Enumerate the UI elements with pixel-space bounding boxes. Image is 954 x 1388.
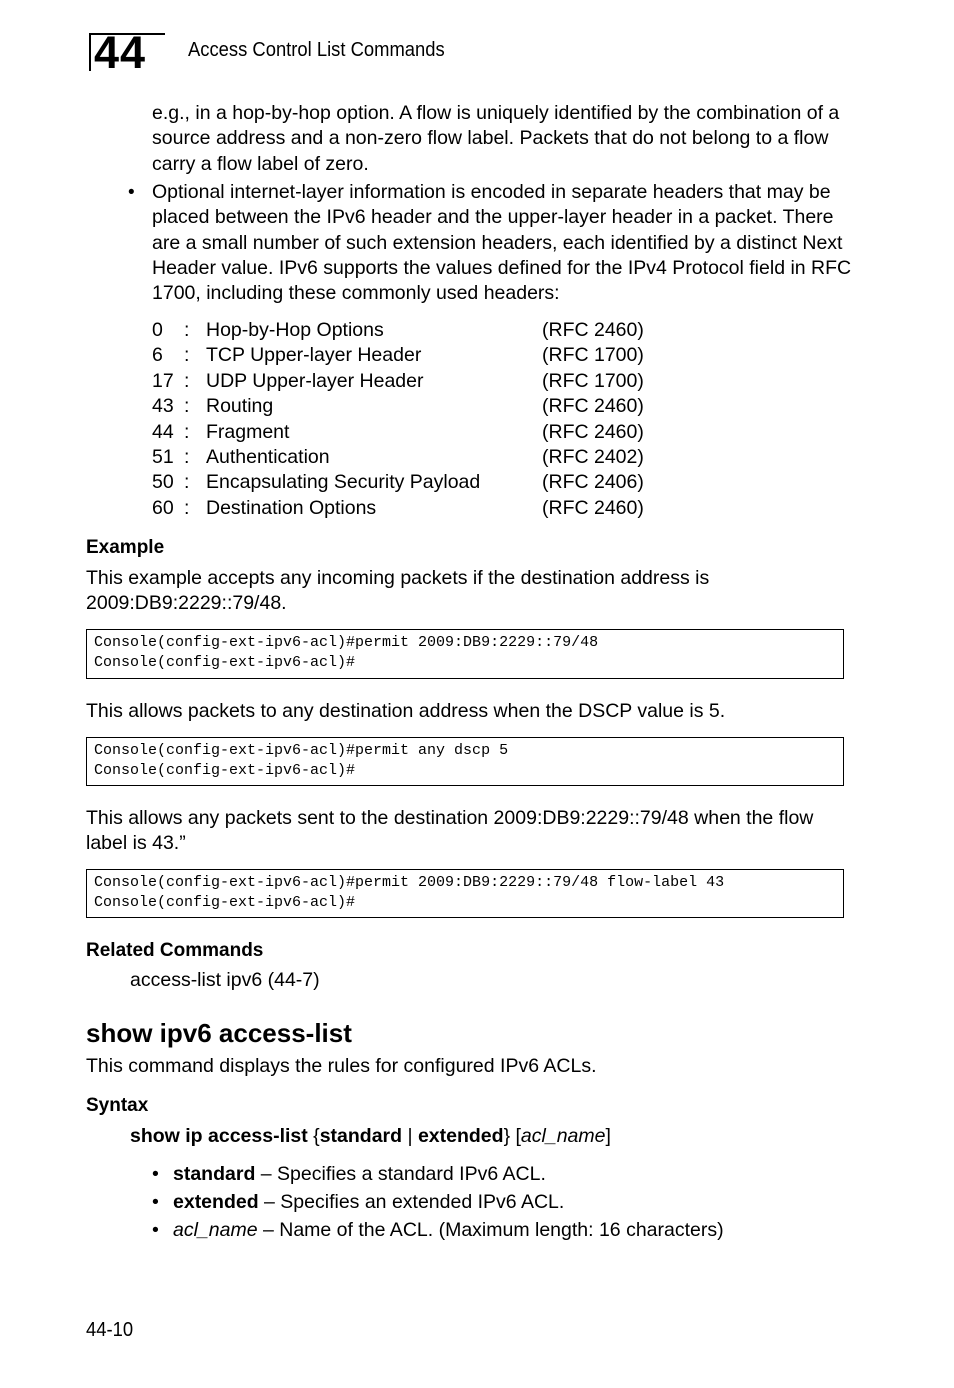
section-title: show ipv6 access-list [86, 1018, 352, 1048]
header-name: Hop-by-Hop Options [206, 319, 384, 341]
separator: : [184, 369, 190, 392]
header-rfc: (RFC 2460) [542, 420, 644, 443]
separator: : [184, 344, 190, 367]
separator: : [184, 496, 190, 519]
chapter-title: Access Control List Commands [188, 39, 445, 61]
header-value: 0 [152, 319, 163, 341]
syntax-bracket: ] [605, 1125, 611, 1147]
header-value: 43 [152, 395, 174, 418]
page-number: 44-10 [86, 1319, 134, 1341]
example-text-2: This allows packets to any destination address when the DSCP value is 5. [86, 700, 726, 722]
option-term: acl_name [173, 1219, 258, 1241]
syntax-option: standard [319, 1125, 403, 1147]
example-heading: Example [86, 537, 165, 558]
code-line: Console(config-ext-ipv6-acl)#permit 2009:DB9:2229::79/48 flow-label 43 [94, 874, 725, 891]
syntax-line [130, 1123, 611, 1149]
related-command-link[interactable]: access-list ipv6 (44-7) [130, 969, 320, 991]
separator: : [184, 395, 190, 418]
intro-paragraph: e.g., in a hop-by-hop option. A flow is uniquely identified by the combination of a source address and a non-zero flow label. Packets that do not belong to a flow carry a flow label of zero. [152, 102, 840, 175]
header-name: UDP Upper-layer Header [206, 369, 424, 392]
code-block-2 [86, 737, 844, 786]
header-rfc: (RFC 1700) [542, 369, 644, 392]
header-name: TCP Upper-layer Header [206, 344, 422, 367]
bullet-symbol: • [152, 1191, 159, 1213]
header-rfc: (RFC 2460) [542, 319, 644, 341]
separator: : [184, 445, 190, 468]
header-name: Fragment [206, 420, 290, 443]
option-description: – Name of the ACL. (Maximum length: 16 characters) [257, 1219, 724, 1241]
header-name: Authentication [206, 445, 330, 468]
bullet-symbol: • [152, 1163, 159, 1185]
option-description: – Specifies an extended IPv6 ACL. [258, 1191, 565, 1213]
header-rfc: (RFC 2406) [542, 471, 644, 494]
syntax-brace: { [307, 1125, 320, 1147]
header-value: 44 [152, 420, 174, 443]
option-term: extended [173, 1191, 259, 1213]
chapter-number: 44 [94, 27, 147, 78]
syntax-command: show ip access-list [130, 1125, 308, 1147]
code-line: Console(config-ext-ipv6-acl)# [94, 893, 356, 911]
header-rfc: (RFC 2460) [542, 496, 644, 519]
code-block-3 [86, 869, 844, 918]
option-term: standard [173, 1163, 256, 1185]
syntax-argument: acl_name [520, 1125, 606, 1147]
code-line: Console(config-ext-ipv6-acl)#permit 2009:DB9:2229::79/48 [94, 634, 599, 651]
code-block-1 [86, 629, 844, 679]
header-rfc: (RFC 2402) [542, 445, 644, 468]
separator: : [184, 319, 190, 341]
header-rfc: (RFC 1700) [542, 344, 644, 367]
syntax-option: extended [417, 1125, 504, 1147]
header-value: 50 [152, 471, 174, 494]
header-rfc: (RFC 2460) [542, 395, 644, 418]
bullet-paragraph: Optional internet-layer information is encoded in separate headers that may be placed between the IPv6 header and the upper-layer header in a packet. There are a small number of such extension headers, each identified by a distinct Next Header value. IPv6 supports the values defined for the IPv4 Protocol field in RFC 1700, including these commonly used headers: [152, 181, 852, 305]
option-description: – Specifies a standard IPv6 ACL. [255, 1163, 546, 1185]
code-line: Console(config-ext-ipv6-acl)#permit any dscp 5 [94, 742, 509, 759]
separator: : [184, 471, 190, 494]
code-line: Console(config-ext-ipv6-acl)# [94, 761, 356, 779]
header-value: 17 [152, 369, 174, 392]
header-name: Destination Options [206, 496, 377, 519]
syntax-heading: Syntax [86, 1095, 149, 1116]
header-value: 60 [152, 496, 174, 519]
bullet-symbol: • [152, 1219, 159, 1241]
header-value: 6 [152, 344, 163, 367]
header-name: Routing [206, 395, 274, 418]
example-text-3: This allows any packets sent to the destination 2009:DB9:2229::79/48 when the flow label is 43.” [86, 807, 814, 855]
section-description: This command displays the rules for configured IPv6 ACLs. [86, 1055, 597, 1077]
example-text-1: This example accepts any incoming packets if the destination address is 2009:DB9:2229::79/48. [86, 567, 710, 615]
syntax-brace: } [ [503, 1125, 521, 1147]
related-commands-heading: Related Commands [86, 940, 264, 961]
header-name: Encapsulating Security Payload [206, 471, 481, 494]
separator: : [184, 420, 190, 443]
code-line: Console(config-ext-ipv6-acl)# [94, 653, 356, 671]
syntax-pipe: | [402, 1125, 418, 1147]
bullet-symbol: • [128, 182, 135, 203]
header-value: 51 [152, 445, 174, 468]
